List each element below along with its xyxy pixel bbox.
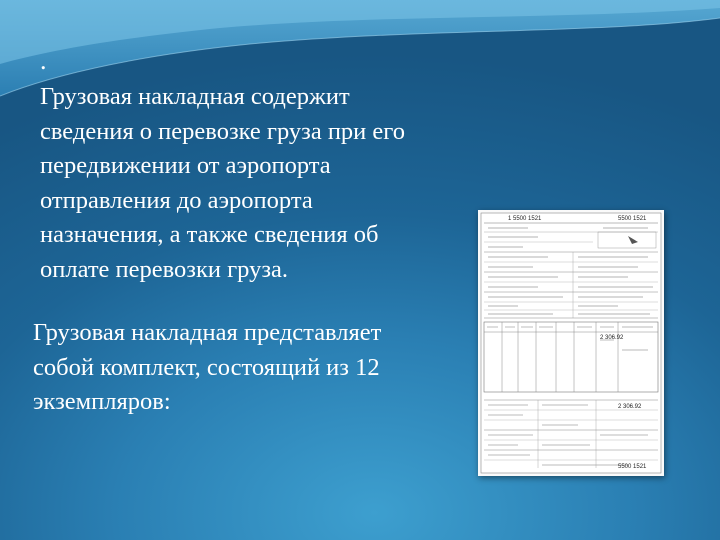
waybill-top-left-code: 1 5500 1521 xyxy=(508,216,542,222)
waybill-top-right-code: 5500 1521 xyxy=(618,216,647,222)
bullet-marker: . xyxy=(40,46,47,75)
waybill-bottom-right-code: 5500 1521 xyxy=(618,464,647,470)
waybill-amount-1: 2 306.92 xyxy=(600,335,624,341)
air-waybill-form-drawing xyxy=(478,210,664,476)
air-waybill-image xyxy=(478,210,664,476)
waybill-amount-2: 2 306.92 xyxy=(618,404,642,410)
paragraph-waybill-set: Грузовая накладная представляет собой комплект, состоящий из 12 экземпляров: xyxy=(33,319,382,415)
paragraph-waybill-contents: Грузовая накладная содержит сведения о перевозке груза при его передвижении от аэропорта отправления до аэропорта назначения, а также сведения об оплате перевозки груза. xyxy=(40,83,405,283)
